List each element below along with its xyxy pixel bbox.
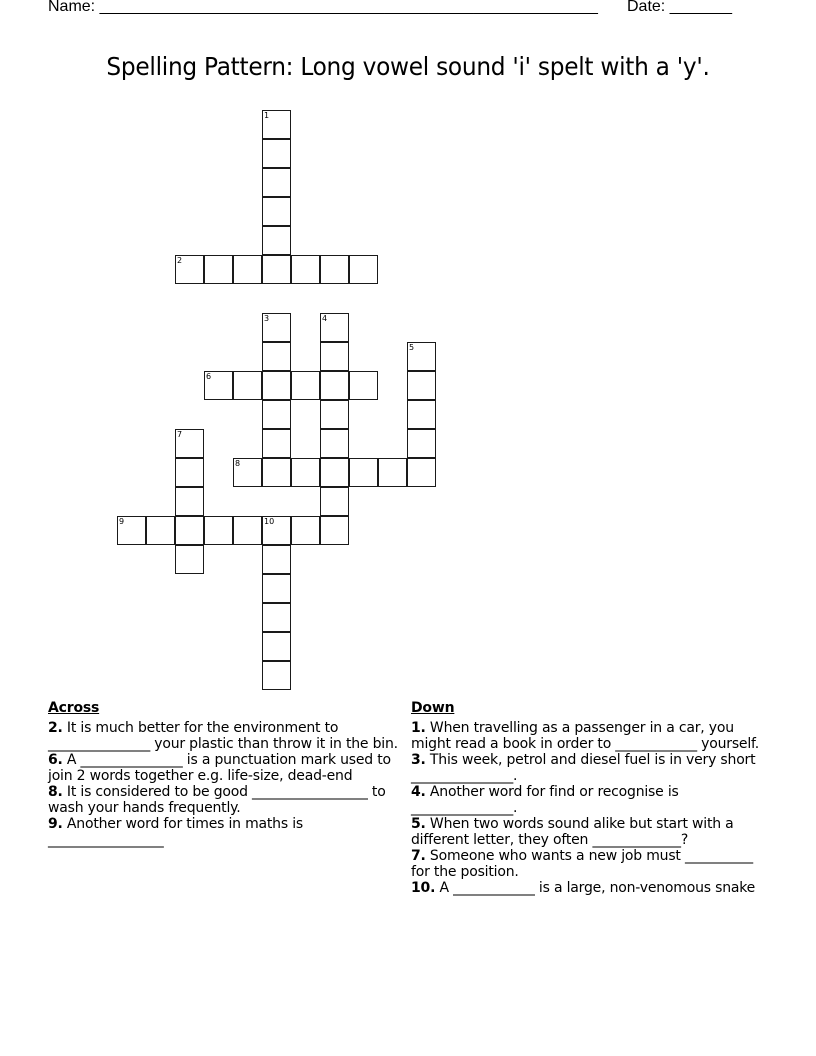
clue-number: 8: [235, 459, 241, 468]
crossword-cell[interactable]: [233, 371, 262, 400]
clue-number: 5: [409, 343, 415, 352]
crossword-cell[interactable]: [262, 168, 291, 197]
clue-text: It is considered to be good _________________ to wash your hands frequently.: [48, 784, 386, 816]
crossword-cell[interactable]: [407, 400, 436, 429]
crossword-cell[interactable]: [320, 371, 349, 400]
crossword-cell[interactable]: [175, 255, 204, 284]
across-clue-list: [48, 720, 410, 848]
clue-text: When travelling as a passenger in a car, you might read a book in order to ____________ yourself.: [411, 720, 759, 752]
crossword-cell[interactable]: [262, 110, 291, 139]
clue-number: 6: [206, 372, 212, 381]
crossword-cell[interactable]: [407, 458, 436, 487]
crossword-cell[interactable]: [407, 342, 436, 371]
crossword-cell[interactable]: [320, 255, 349, 284]
crossword-cell[interactable]: [291, 255, 320, 284]
crossword-cell[interactable]: [378, 458, 407, 487]
crossword-cell[interactable]: [262, 661, 291, 690]
crossword-cell[interactable]: [175, 429, 204, 458]
crossword-cell[interactable]: [262, 632, 291, 661]
across-clue: [48, 720, 410, 752]
clue-number: 10: [264, 517, 275, 526]
crossword-cell[interactable]: [291, 516, 320, 545]
clue-number: 7: [177, 430, 183, 439]
clue-num: 2.: [48, 720, 63, 736]
crossword-cell[interactable]: [349, 458, 378, 487]
crossword-cell[interactable]: [291, 458, 320, 487]
down-clue: [411, 816, 763, 848]
clue-text: It is much better for the environment to _______________ your plastic than throw it in the bin.: [48, 720, 398, 752]
crossword-cell[interactable]: [262, 371, 291, 400]
down-clue: [411, 880, 763, 896]
clue-text: A ____________ is a large, non-venomous snake: [435, 880, 756, 896]
crossword-cell[interactable]: [175, 487, 204, 516]
clue-num: 8.: [48, 784, 63, 800]
crossword-cell[interactable]: [204, 255, 233, 284]
crossword-cell[interactable]: [262, 226, 291, 255]
crossword-cell[interactable]: [407, 371, 436, 400]
clue-text: Someone who wants a new job must __________ for the position.: [411, 848, 753, 880]
clue-number: 2: [177, 256, 183, 265]
clue-num: 7.: [411, 848, 426, 864]
across-clue: [48, 752, 410, 784]
clue-num: 10.: [411, 880, 436, 896]
clue-text: When two words sound alike but start with a different letter, they often _____________?: [411, 816, 734, 848]
clue-text: Another word for times in maths is _________________: [48, 816, 303, 848]
down-clue: [411, 848, 763, 880]
crossword-cell[interactable]: [262, 574, 291, 603]
date-blank[interactable]: _______: [669, 0, 732, 15]
date-label: Date:: [627, 0, 666, 15]
crossword-cell[interactable]: [320, 342, 349, 371]
across-clue: [48, 784, 410, 816]
crossword-cell[interactable]: [233, 516, 262, 545]
crossword-cell[interactable]: [262, 429, 291, 458]
name-label: Name:: [48, 0, 96, 15]
crossword-cell[interactable]: [175, 545, 204, 574]
clue-num: 9.: [48, 816, 63, 832]
crossword-cell[interactable]: [320, 400, 349, 429]
crossword-cell[interactable]: [262, 139, 291, 168]
crossword-cell[interactable]: [233, 458, 262, 487]
crossword-cell[interactable]: [262, 603, 291, 632]
crossword-cell[interactable]: [291, 371, 320, 400]
clue-number: 9: [119, 517, 125, 526]
clue-text: Another word for find or recognise is _______________.: [411, 784, 679, 816]
clue-num: 4.: [411, 784, 426, 800]
crossword-cell[interactable]: [175, 458, 204, 487]
crossword-cell[interactable]: [320, 458, 349, 487]
crossword-cell[interactable]: [233, 255, 262, 284]
down-clue: [411, 752, 763, 784]
clue-text: A _______________ is a punctuation mark used to join 2 words together e.g. life-size, dead-end: [48, 752, 391, 784]
crossword-cell[interactable]: [320, 429, 349, 458]
crossword-cell[interactable]: [349, 255, 378, 284]
across-heading: Across: [48, 700, 100, 716]
crossword-cell[interactable]: [262, 342, 291, 371]
crossword-cell[interactable]: [262, 458, 291, 487]
crossword-cell[interactable]: [262, 197, 291, 226]
clue-number: 1: [264, 111, 270, 120]
clue-number: 3: [264, 314, 270, 323]
across-clue: [48, 816, 410, 848]
crossword-cell[interactable]: [320, 516, 349, 545]
down-clues: [411, 700, 763, 896]
crossword-cell[interactable]: [349, 371, 378, 400]
crossword-cell[interactable]: [117, 516, 146, 545]
down-clue: [411, 720, 763, 752]
crossword-cell[interactable]: [262, 313, 291, 342]
down-clue: [411, 784, 763, 816]
down-clue-list: [411, 720, 763, 896]
crossword-cell[interactable]: [262, 545, 291, 574]
crossword-cell[interactable]: [262, 255, 291, 284]
clue-num: 1.: [411, 720, 426, 736]
crossword-cell[interactable]: [204, 371, 233, 400]
crossword-cell[interactable]: [320, 313, 349, 342]
name-blank[interactable]: ________________________________________________________: [99, 0, 598, 15]
clue-num: 5.: [411, 816, 426, 832]
crossword-cell[interactable]: [204, 516, 233, 545]
page-title: Spelling Pattern: Long vowel sound 'i' spelt with a 'y'.: [106, 52, 710, 81]
crossword-cell[interactable]: [320, 487, 349, 516]
clue-num: 3.: [411, 752, 426, 768]
down-heading: Down: [411, 700, 455, 716]
crossword-cell[interactable]: [262, 400, 291, 429]
crossword-cell[interactable]: [262, 516, 291, 545]
across-clues: [48, 700, 410, 848]
crossword-cell[interactable]: [407, 429, 436, 458]
crossword-cell[interactable]: [175, 516, 204, 545]
crossword-cell[interactable]: [146, 516, 175, 545]
clue-num: 6.: [48, 752, 63, 768]
clue-text: This week, petrol and diesel fuel is in very short _______________.: [411, 752, 756, 784]
clue-number: 4: [322, 314, 328, 323]
